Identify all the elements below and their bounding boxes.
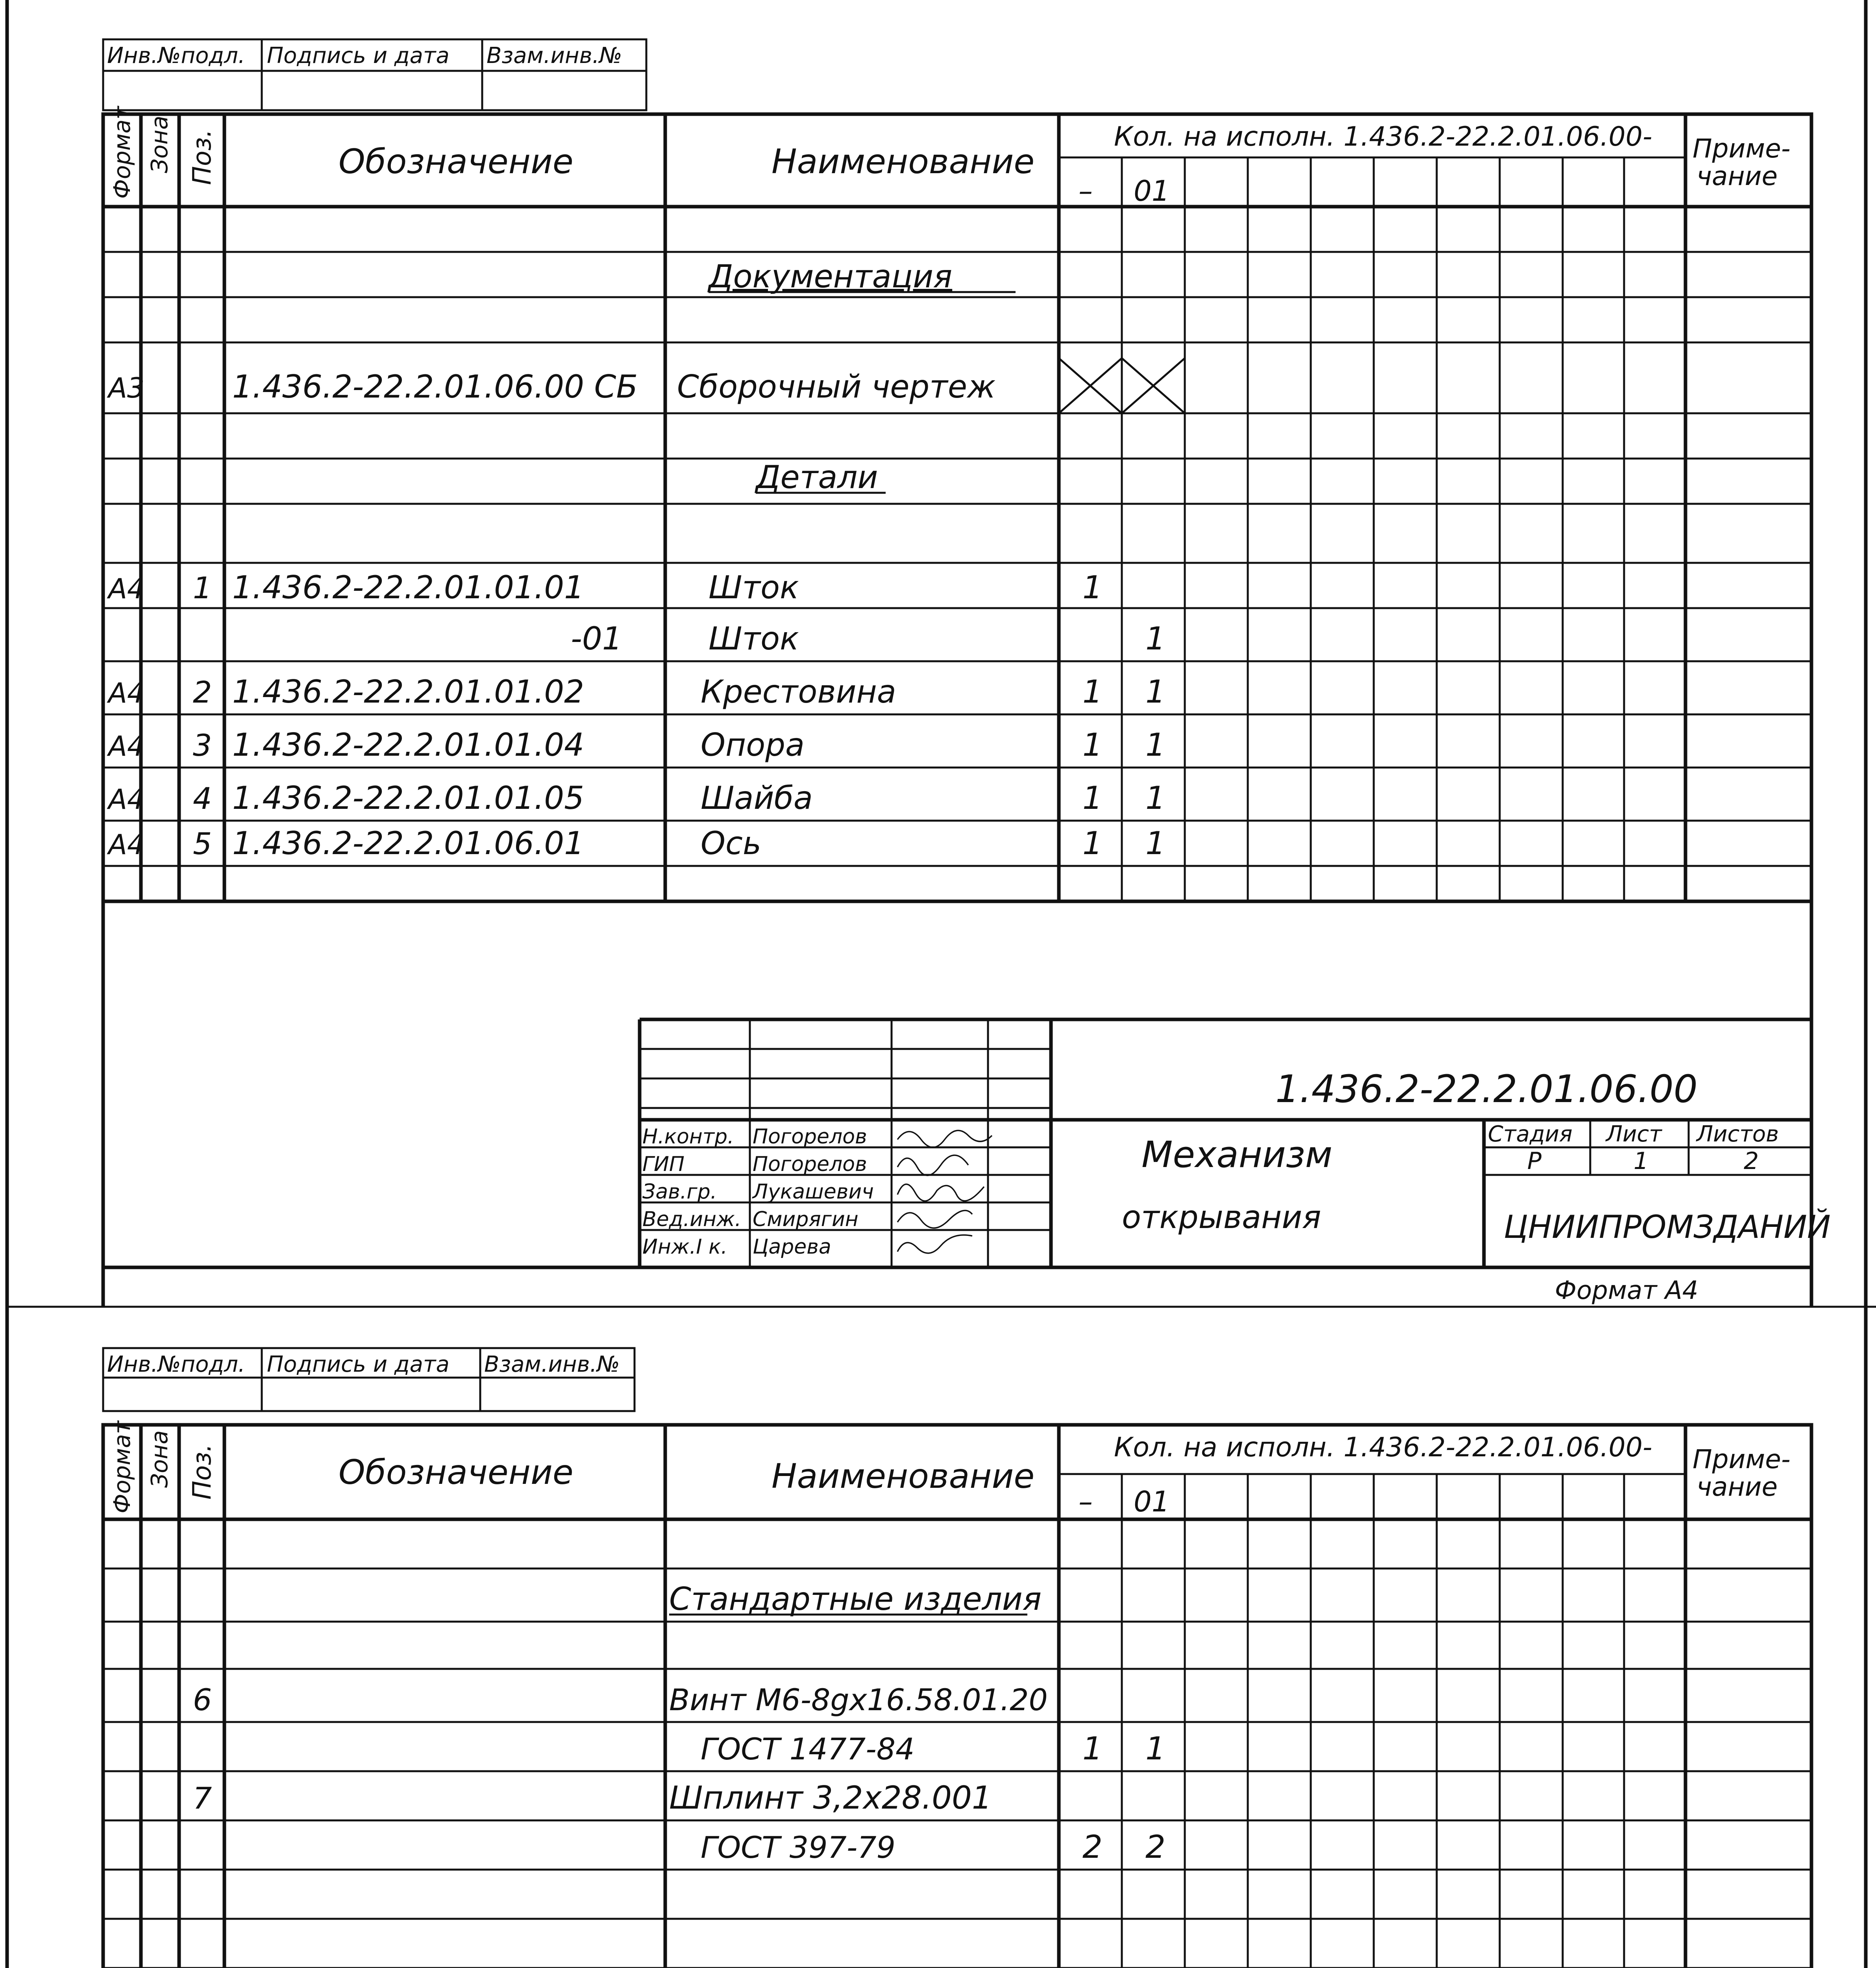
row-qty-0: 1: [1082, 825, 1103, 862]
row-qty-0: 1: [1082, 673, 1103, 710]
sheets-value: 2: [1744, 1147, 1759, 1175]
row-qty-0: 2: [1082, 1829, 1103, 1865]
header-prim1: Приме-: [1693, 133, 1791, 164]
signer-name: Лукашевич: [753, 1180, 874, 1204]
signer-role: Н.контр.: [642, 1125, 734, 1149]
signer-role: ГИП: [642, 1152, 685, 1176]
stamp-vzam-inv: Взам.инв.№: [487, 43, 622, 68]
row-name: Шплинт 3,2х28.001: [669, 1779, 992, 1816]
stamp-podpis-data: Подпись и дата: [267, 43, 450, 68]
row-qty-0: 1: [1082, 1730, 1103, 1767]
row-designation: 1.436.2-22.2.01.01.04: [232, 727, 585, 763]
section-title: Детали: [756, 459, 878, 496]
row-pos: 3: [193, 728, 212, 763]
signer-name: Погорелов: [753, 1125, 867, 1149]
row-qty-1: 1: [1145, 825, 1166, 862]
stage-label: Стадия: [1488, 1121, 1573, 1147]
page1-header: [109, 105, 1791, 207]
row-name: Шток: [709, 569, 799, 606]
row-format: А4: [108, 730, 145, 762]
header-kol: Кол. на исполн. 1.436.2-22.2.01.06.00-: [1114, 1432, 1652, 1463]
row-pos: 5: [193, 826, 212, 861]
row-pos: 6: [193, 1682, 212, 1717]
format-label: Формат А4: [1555, 1276, 1698, 1305]
table-row: [107, 780, 1166, 816]
header-prim1: Приме-: [1693, 1444, 1791, 1474]
page2: [103, 1348, 1811, 1968]
row-qty-1: 1: [1145, 673, 1166, 710]
stamp-vzam-inv: Взам.инв.№: [484, 1352, 620, 1377]
row-pos: 7: [193, 1781, 212, 1816]
title-line1: Механизм: [1142, 1134, 1333, 1176]
signature-scribbles: [897, 1130, 992, 1253]
header-poz: Поз.: [188, 129, 217, 185]
row-name: Винт М6-8gx16.58.01.20: [669, 1682, 1048, 1717]
page1-title-block: [103, 901, 1831, 1307]
stage-value: Р: [1527, 1147, 1542, 1175]
row-qty-1: 1: [1145, 727, 1166, 763]
sheets-label: Листов: [1697, 1121, 1779, 1147]
table-row: [107, 569, 1103, 606]
header-zona: Зона: [146, 1430, 173, 1488]
page1-rows: [107, 258, 1166, 862]
signer-role: Инж.I к.: [642, 1235, 728, 1259]
header-exec-01: 01: [1134, 174, 1170, 207]
row-name: Шток: [709, 620, 799, 657]
table-row: [107, 673, 1166, 710]
row-name: ГОСТ 397-79: [701, 1830, 896, 1865]
table-row: [107, 727, 1166, 763]
table-row: [107, 825, 1166, 862]
page1: [103, 39, 1831, 1307]
row-qty-0: 1: [1082, 569, 1103, 606]
row-pos: 1: [193, 570, 212, 605]
row-designation: 1.436.2-22.2.01.01.02: [232, 673, 585, 710]
row-designation: 1.436.2-22.2.01.01.01: [232, 569, 585, 606]
table-row: [107, 368, 995, 405]
row-format: А4: [108, 677, 145, 709]
header-exec-dash: –: [1079, 1485, 1093, 1518]
stamp-inv-podl: Инв.№подл.: [107, 1352, 245, 1377]
sheet-value: 1: [1634, 1147, 1649, 1175]
signer-name: Погорелов: [753, 1152, 867, 1176]
page2-stamp: [103, 1348, 635, 1411]
row-designation: 1.436.2-22.2.01.01.05: [232, 780, 585, 816]
signer-name: Царева: [753, 1235, 831, 1259]
header-prim2: чание: [1697, 1472, 1778, 1502]
row-designation: 1.436.2-22.2.01.06.00 СБ: [232, 368, 638, 405]
row-qty-0: 1: [1082, 780, 1103, 816]
row-name: Сборочный чертеж: [677, 368, 996, 405]
row-qty-1: 1: [1145, 1730, 1166, 1767]
row-qty-1: 2: [1145, 1829, 1166, 1865]
header-prim2: чание: [1697, 161, 1778, 191]
row-designation: -01: [571, 620, 622, 657]
title-code: 1.436.2-22.2.01.06.00: [1275, 1067, 1698, 1111]
row-designation: 1.436.2-22.2.01.06.01: [232, 825, 585, 862]
header-kol: Кол. на исполн. 1.436.2-22.2.01.06.00-: [1114, 121, 1652, 152]
stamp-inv-podl: Инв.№подл.: [107, 43, 245, 68]
signer-name: Смирягин: [753, 1208, 858, 1231]
table-row: [193, 1779, 992, 1816]
row-qty-1: 1: [1145, 620, 1166, 657]
signer-role: Зав.гр.: [642, 1180, 717, 1204]
org-name: ЦНИИПРОМЗДАНИЙ: [1504, 1209, 1831, 1245]
header-oboznachenie: Обозначение: [339, 1453, 574, 1492]
section-title: Документация: [709, 258, 953, 295]
table-row: [701, 1730, 1166, 1767]
title-line2: открывания: [1122, 1199, 1321, 1236]
sheet-label: Лист: [1606, 1121, 1662, 1147]
row-qty-1: 1: [1145, 780, 1166, 816]
row-name: Опора: [701, 727, 805, 763]
page1-stamp: [103, 39, 646, 110]
row-format: А4: [108, 829, 145, 861]
table-row: [701, 1829, 1166, 1865]
row-pos: 2: [193, 675, 212, 710]
header-format: Формат: [109, 1421, 135, 1513]
table-row: [571, 620, 1166, 657]
row-name: Ось: [701, 825, 762, 862]
header-exec-dash: –: [1079, 174, 1093, 207]
header-oboznachenie: Обозначение: [339, 142, 574, 181]
table-row: [193, 1682, 1048, 1717]
row-qty-0: 1: [1082, 727, 1103, 763]
section-title: Стандартные изделия: [669, 1581, 1042, 1617]
row-name: Шайба: [701, 780, 813, 816]
row-name: Крестовина: [701, 673, 896, 710]
header-naimenovanie: Наименование: [771, 142, 1035, 181]
header-poz: Поз.: [188, 1444, 217, 1500]
row-format: А4: [108, 783, 145, 816]
row-format: А4: [108, 573, 145, 605]
header-zona: Зона: [146, 115, 173, 173]
page2-header: [109, 1420, 1791, 1518]
row-name: ГОСТ 1477-84: [701, 1731, 915, 1766]
header-exec-01: 01: [1134, 1485, 1170, 1518]
signer-role: Вед.инж.: [642, 1208, 742, 1231]
row-format: А3: [108, 372, 145, 404]
stamp-podpis-data: Подпись и дата: [267, 1352, 450, 1377]
row-pos: 4: [193, 781, 212, 816]
header-format: Формат: [109, 106, 135, 199]
header-naimenovanie: Наименование: [771, 1457, 1035, 1496]
